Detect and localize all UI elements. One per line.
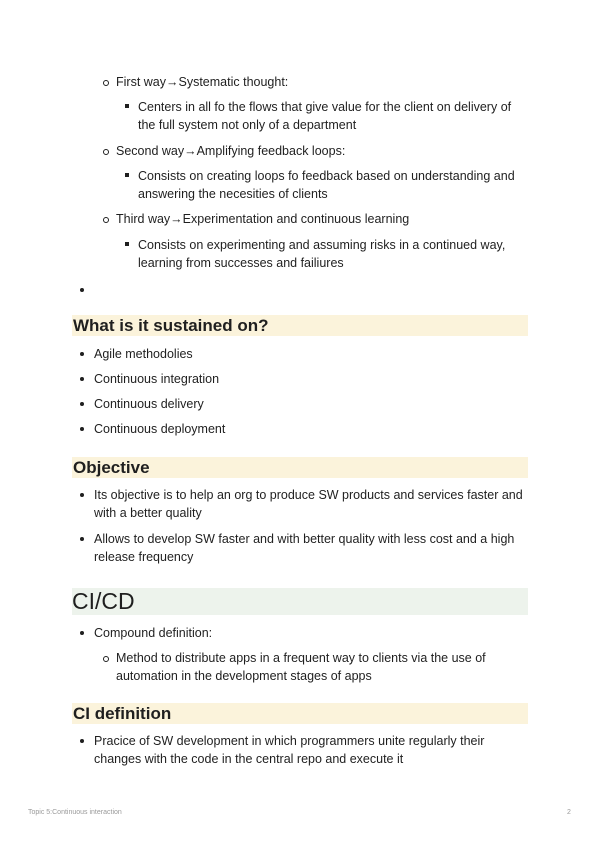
circle-bullet-icon xyxy=(103,80,109,86)
list-item: Continuous delivery xyxy=(94,397,204,411)
objective-heading: Objective xyxy=(72,457,528,478)
disc-bullet-icon xyxy=(80,631,84,635)
footer-topic: Topic 5:Continuous interaction xyxy=(28,809,122,816)
third-way-detail: Consists on experimenting and assuming risks in a continued way, learning from successes and failiures xyxy=(138,238,506,270)
disc-bullet-icon xyxy=(80,537,84,541)
first-way-label: First way→Systematic thought: xyxy=(116,75,289,89)
page-number: 2 xyxy=(567,809,571,816)
disc-bullet-icon xyxy=(80,427,84,431)
ci-definition-heading: CI definition xyxy=(72,703,528,724)
disc-bullet-icon xyxy=(80,352,84,356)
cicd-heading: CI/CD xyxy=(72,588,528,615)
disc-bullet-icon xyxy=(80,377,84,381)
circle-bullet-icon xyxy=(103,656,109,662)
square-bullet-icon xyxy=(125,242,129,246)
list-item: Continuous deployment xyxy=(94,422,226,436)
third-way-label: Third way→Experimentation and continuous learning xyxy=(116,212,410,226)
list-item: Agile methodolies xyxy=(94,347,193,361)
second-way-detail: Consists on creating loops fo feedback based on understanding and answering the necesities of clients xyxy=(138,169,515,201)
sustained-heading: What is it sustained on? xyxy=(72,315,528,336)
disc-bullet-icon xyxy=(80,402,84,406)
disc-bullet-icon xyxy=(80,493,84,497)
list-item: Method to distribute apps in a frequent way to clients via the use of automation in the development stages of apps xyxy=(116,651,486,683)
disc-bullet-icon xyxy=(80,739,84,743)
first-way-detail: Centers in all fo the flows that give value for the client on delivery of the full system not only of a department xyxy=(138,100,512,132)
list-item: Continuous integration xyxy=(94,372,220,386)
square-bullet-icon xyxy=(125,173,129,177)
circle-bullet-icon xyxy=(103,149,109,155)
empty-bullet-icon xyxy=(80,288,84,292)
square-bullet-icon xyxy=(125,104,129,108)
list-item: Allows to develop SW faster and with better quality with less cost and a high release frequency xyxy=(94,532,515,564)
second-way-label: Second way→Amplifying feedback loops: xyxy=(116,144,346,158)
list-item: Compound definition: xyxy=(94,626,213,640)
circle-bullet-icon xyxy=(103,217,109,223)
list-item: Its objective is to help an org to produce SW products and services faster and with a better quality xyxy=(94,488,523,520)
list-item: Pracice of SW development in which programmers unite regularly their changes with the code in the central repo and execute it xyxy=(94,734,485,766)
